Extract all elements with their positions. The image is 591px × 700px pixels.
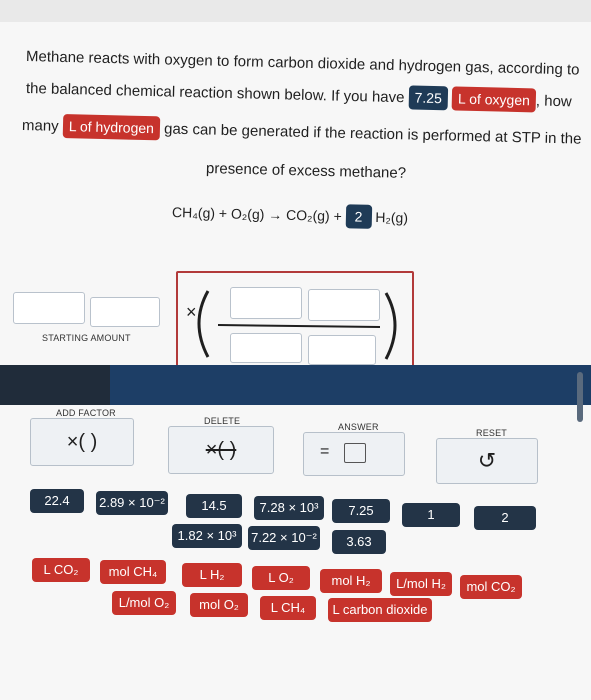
add-factor-label: ADD FACTOR — [56, 408, 116, 418]
starting-amount-value-box[interactable] — [13, 292, 85, 324]
equation-lhs: CH₄(g) + O₂(g) → CO₂(g) + — [171, 204, 342, 225]
question-text: many — [21, 117, 59, 135]
delete-icon: ×( ) — [205, 439, 237, 461]
number-tile[interactable]: 2.89 × 10⁻² — [96, 491, 168, 515]
amount-chip: 7.25 — [408, 85, 448, 110]
number-tile[interactable]: 1.82 × 10³ — [172, 524, 242, 548]
answer-slot-icon — [344, 443, 366, 463]
question-text: Methane reacts with oxygen to form carbon dioxide and hydrogen gas, according to — [25, 48, 580, 79]
question-line-2 — [26, 76, 572, 113]
answer-label: ANSWER — [338, 422, 379, 432]
numerator-value-box[interactable] — [230, 287, 302, 319]
add-factor-icon: ×( ) — [66, 431, 98, 453]
scrollbar-thumb[interactable] — [577, 372, 583, 422]
oxygen-unit-chip: L of oxygen — [452, 86, 536, 112]
question-text: , how — [535, 92, 572, 111]
denominator-unit-box[interactable] — [308, 335, 376, 365]
unit-tile[interactable]: L/mol H₂ — [390, 572, 452, 596]
hydrogen-unit-chip: L of hydrogen — [63, 114, 161, 140]
number-tile[interactable]: 22.4 — [30, 489, 84, 513]
starting-amount-unit-box[interactable] — [90, 297, 160, 327]
unit-tile[interactable]: L carbon dioxide — [328, 598, 432, 622]
reset-label: RESET — [476, 428, 508, 438]
number-tile[interactable]: 7.25 — [332, 499, 390, 523]
number-tile[interactable]: 14.5 — [186, 494, 242, 518]
delete-button[interactable] — [168, 426, 274, 474]
unit-tile[interactable]: L H₂ — [182, 563, 242, 587]
unit-tile[interactable]: mol O₂ — [190, 593, 248, 617]
numerator-unit-box[interactable] — [308, 289, 380, 321]
divider-band-blue — [110, 365, 591, 405]
question-line-3 — [22, 113, 582, 151]
number-tile[interactable]: 7.22 × 10⁻² — [248, 526, 320, 550]
question-text: gas can be generated if the reaction is performed at STP in the — [163, 120, 582, 148]
multiply-symbol: × — [186, 302, 197, 322]
number-tile[interactable]: 3.63 — [332, 530, 386, 554]
reset-button[interactable] — [436, 438, 538, 484]
unit-tile[interactable]: L O₂ — [252, 566, 310, 590]
unit-tile[interactable]: L/mol O₂ — [112, 591, 176, 615]
question-line-1 — [26, 48, 580, 79]
unit-tile[interactable]: L CH₄ — [260, 596, 316, 620]
unit-tile[interactable]: L CO₂ — [32, 558, 90, 582]
denominator-value-box[interactable] — [230, 333, 302, 363]
number-tile[interactable]: 2 — [474, 506, 536, 530]
equation-rhs: H₂(g) — [375, 208, 409, 226]
starting-amount-label: STARTING AMOUNT — [42, 333, 131, 343]
question-line-4 — [206, 160, 406, 182]
chemical-equation — [172, 200, 409, 230]
unit-tile[interactable]: mol CO₂ — [460, 575, 522, 599]
reset-icon: ↺ — [477, 448, 497, 473]
coefficient-chip: 2 — [345, 204, 371, 229]
question-text: the balanced chemical reaction shown below. If you have — [25, 80, 405, 107]
conversion-factor-frame[interactable] — [176, 271, 414, 375]
add-factor-button[interactable] — [30, 418, 134, 466]
unit-tile[interactable]: mol H₂ — [320, 569, 382, 593]
question-text: presence of excess methane? — [205, 160, 407, 182]
top-strip — [0, 0, 591, 22]
number-tile[interactable]: 7.28 × 10³ — [254, 496, 324, 520]
number-tile[interactable]: 1 — [402, 503, 460, 527]
delete-label: DELETE — [204, 416, 241, 426]
unit-tile[interactable]: mol CH₄ — [100, 560, 166, 584]
equals-icon: = — [320, 443, 330, 460]
answer-button[interactable] — [303, 432, 405, 476]
